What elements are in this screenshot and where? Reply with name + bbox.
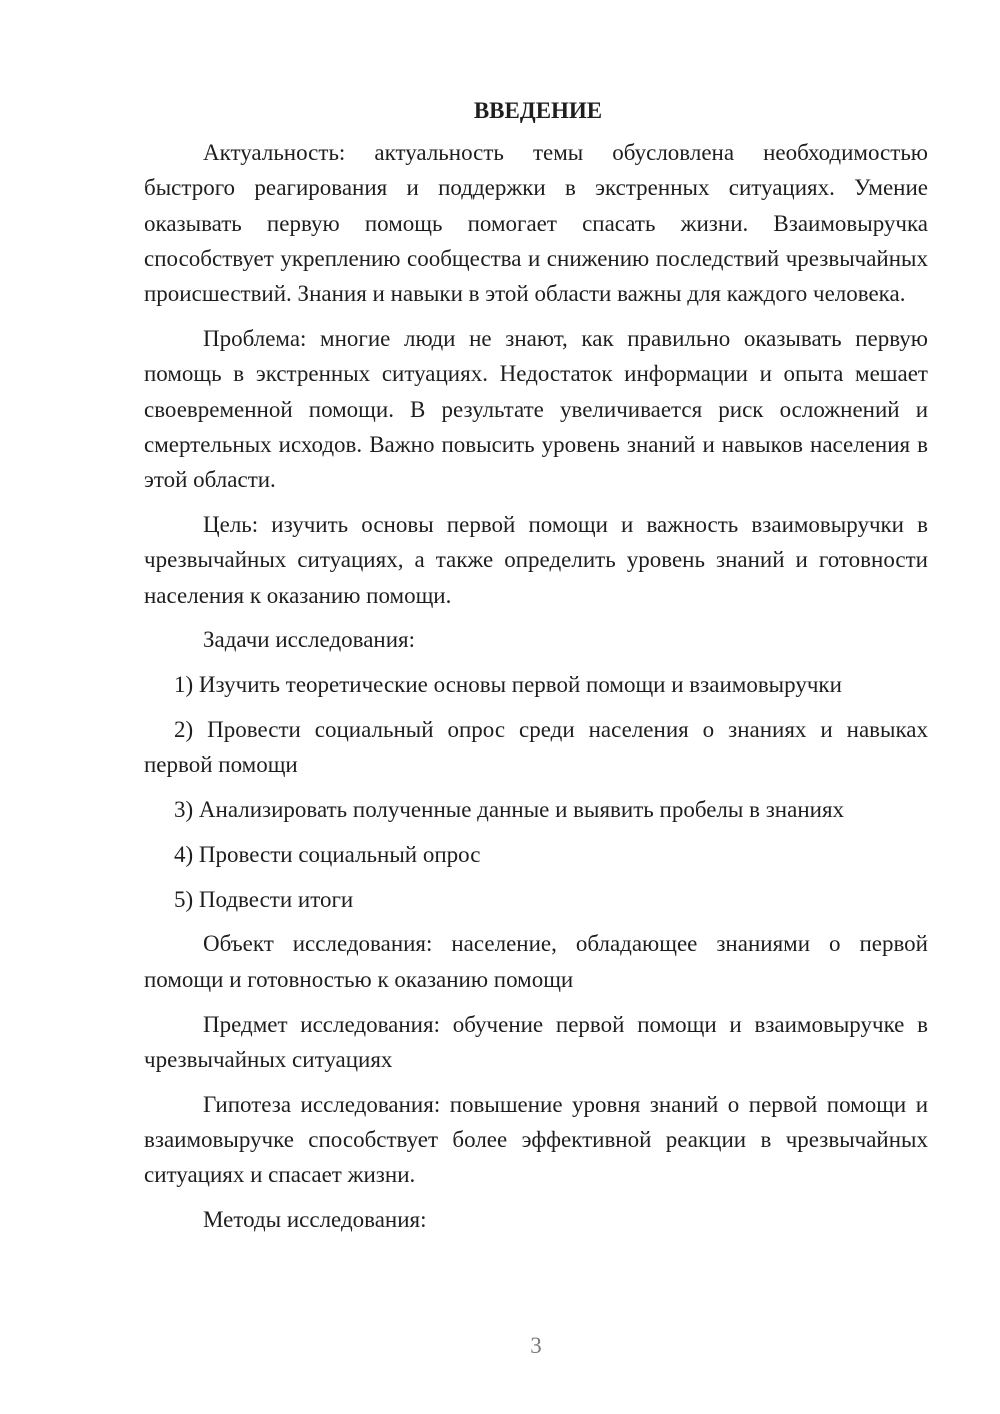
list-item: 1) Изучить теоретические основы первой помощи и взаимовыручки [174,672,842,698]
list-item: 4) Провести социальный опрос [174,841,481,867]
section-heading: ВВЕДЕНИЕ [473,98,603,123]
page-body [144,94,928,1247]
paragraph-subject: Предмет исследования: обучение первой помощи и взаимовыручке в чрезвычайных ситуациях [144,1011,928,1072]
paragraph-hypothesis: Гипотеза исследования: повышение уровня знаний о первой помощи и взаимовыручке способствует более эффективной реакции в чрезвычайных ситуациях и спасает жизни. [144,1091,928,1188]
paragraph-methods: Методы исследования: [203,1207,427,1233]
paragraph-tasks-heading: Задачи исследования: [203,627,416,653]
tasks-list [144,667,928,917]
list-item: 5) Подвести итоги [174,886,354,912]
list-item: 2) Провести социальный опрос среди населения о знаниях и навыках первой помощи [144,716,928,778]
paragraph-problem: Проблема: многие люди не знают, как правильно оказывать первую помощь в экстренных ситуациях. Недостаток информации и опыта мешает своевременной помощи. В результате увеличивается риск осложнений и смертельных исходов. Важно повысить уровень знаний и навыков населения в этой области. [144,325,928,493]
list-item: 3) Анализировать полученные данные и выявить пробелы в знаниях [174,797,845,823]
paragraph-object: Объект исследования: население, обладающее знаниями о первой помощи и готовностью к оказанию помощи [144,931,928,992]
page-number: 3 [530,1333,542,1358]
paragraph-relevance: Актуальность: актуальность темы обусловлена необходимостью быстрого реагирования и поддержки в экстренных ситуациях. Умение оказывать первую помощь помогает спасать жизни. Взаимовыручка способствует укреплению сообщества и снижению последствий чрезвычайных происшествий. Знания и навыки в этой области важны для каждого человека. [144,140,928,307]
paragraph-goal: Цель: изучить основы первой помощи и важность взаимовыручки в чрезвычайных ситуациях, а также определить уровень знаний и готовности населения к оказанию помощи. [144,511,928,608]
